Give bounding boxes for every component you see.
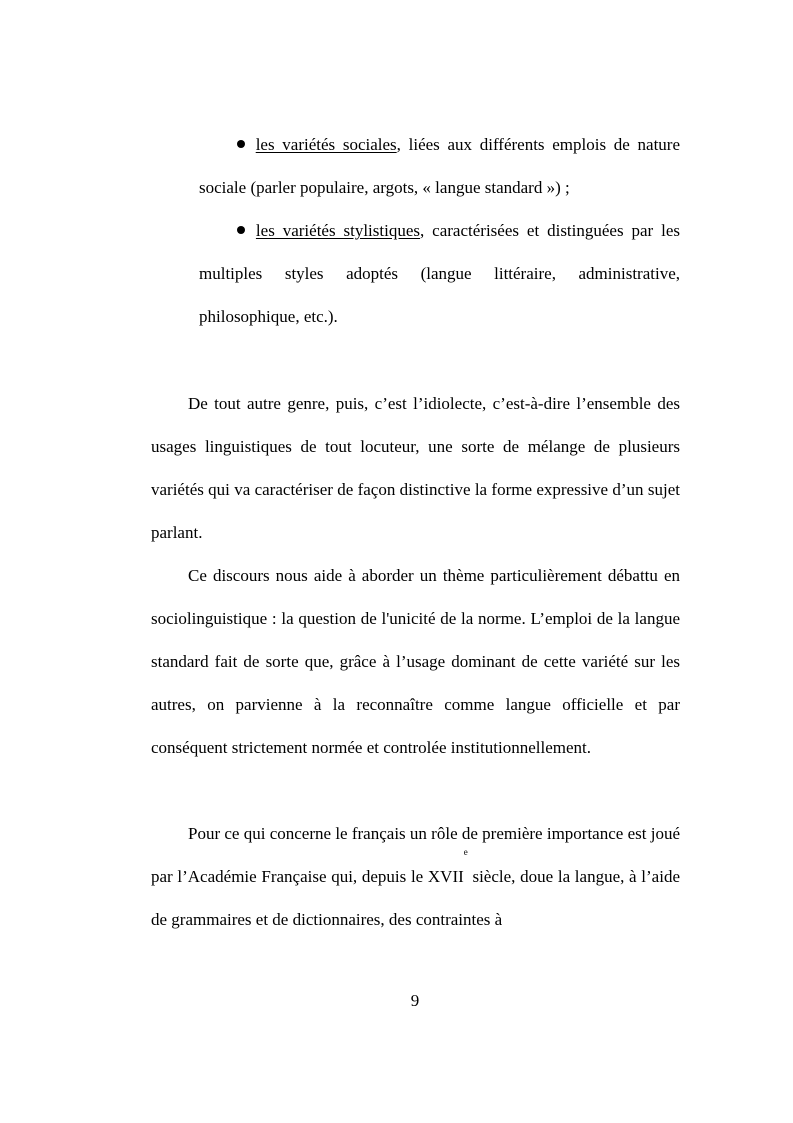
underlined-term: les variétés sociales xyxy=(255,135,397,154)
century-superscript: e xyxy=(463,847,468,857)
paragraph-idiolect: De tout autre genre, puis, c’est l’idiolecte, c’est-à-dire l’ensemble des usages linguistiques de tout locuteur, une sorte de mélange de plusieurs variétés qui va caractériser de façon distinctive la forme expressive d’un sujet parlant. xyxy=(151,394,680,542)
bullet-item-text xyxy=(199,209,680,338)
page-number: 9 xyxy=(410,991,420,1010)
bullet-description: , liées aux différents emplois de nature sociale (parler populaire, argots, « langue standard ») ; xyxy=(199,135,680,197)
bullet-item-social-varieties xyxy=(199,123,680,209)
paragraph-norm: Ce discours nous aide à aborder un thème particulièrement débattu en sociolinguistique : la question de l'unicité de la norme. L’emploi de la langue standard fait de sorte que, grâce à l’usage dominant de cette variété sur les autres, on parvienne à la reconnaître comme langue officielle et par conséquent strictement normée et controlée institutionnellement. xyxy=(151,566,680,757)
underlined-term: les variétés stylistiques xyxy=(255,221,421,240)
bullet-item-stylistic-varieties xyxy=(199,209,680,338)
bullet-item-text xyxy=(199,123,680,209)
paragraph-text-end: siècle, doue la langue, à l’aide de grammaires et de dictionnaires, des contraintes à xyxy=(151,867,680,929)
paragraph-academie xyxy=(151,812,680,941)
bullet-icon xyxy=(237,140,245,148)
bullet-icon xyxy=(237,226,245,234)
paragraph-text-start: Pour ce qui concerne le français un rôle de première importance est joué par l’Académie Française qui, depuis le XVII xyxy=(151,824,680,886)
bullet-description: , caractérisées et distinguées par les multiples styles adoptés (langue littéraire, administrative, philosophique, etc.). xyxy=(199,221,681,326)
